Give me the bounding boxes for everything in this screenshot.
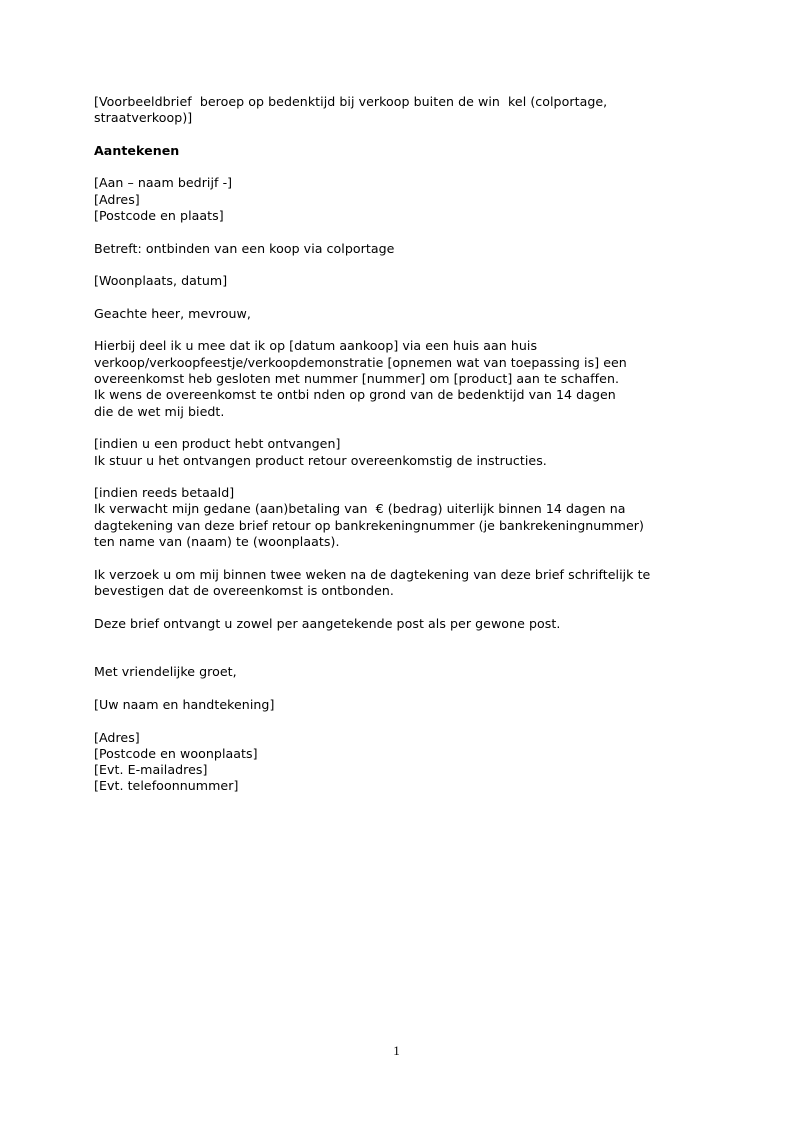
spacer: [94, 469, 694, 485]
paragraph-line: Ik wens de overeenkomst te ontbi nden op grond van de bedenktijd van 14 dagen: [94, 387, 616, 403]
sender-line: [Evt. telefoonnummer]: [94, 778, 239, 794]
closing: Met vriendelijke groet,: [94, 664, 237, 680]
paragraph-line: Hierbij deel ik u mee dat ik op [datum aankoop] via een huis aan huis: [94, 338, 538, 354]
salutation: Geachte heer, mevrouw,: [94, 305, 251, 321]
paragraph-refund: [94, 485, 694, 550]
spacer: [94, 290, 694, 306]
place-date: [Woonplaats, datum]: [94, 273, 228, 289]
paragraph-confirmation: [94, 567, 694, 600]
spacer: [94, 420, 694, 436]
spacer: [94, 257, 694, 273]
paragraph-line: ten name van (naam) te (woonplaats).: [94, 534, 340, 550]
spacer: [94, 632, 694, 648]
page-number: 1: [393, 1043, 400, 1058]
letter-body: [94, 94, 694, 795]
recipient-line: [Adres]: [94, 191, 140, 207]
paragraph-delivery: Deze brief ontvangt u zowel per aangetekende post als per gewone post.: [94, 615, 561, 631]
recipient-line: [Postcode en plaats]: [94, 208, 224, 224]
sender-line: [Postcode en woonplaats]: [94, 745, 258, 761]
spacer: [94, 550, 694, 566]
intro-line: straatverkoop)]: [94, 110, 193, 126]
paragraph-line: Ik verzoek u om mij binnen twee weken na de dagtekening van deze brief schriftelijk te: [94, 566, 651, 582]
spacer: [94, 127, 694, 143]
spacer: [94, 322, 694, 338]
subject-line: Betreft: ontbinden van een koop via colportage: [94, 240, 395, 256]
spacer: [94, 713, 694, 729]
signature-placeholder: [Uw naam en handtekening]: [94, 696, 275, 712]
intro-note: [94, 94, 694, 127]
spacer: [94, 599, 694, 615]
spacer: [94, 224, 694, 240]
paragraph-line: bevestigen dat de overeenkomst is ontbonden.: [94, 582, 394, 598]
intro-line: [Voorbeeldbrief beroep op bedenktijd bij verkoop buiten de win kel (colportage,: [94, 94, 608, 109]
paragraph-line: Ik verwacht mijn gedane (aan)betaling van € (bedrag) uiterlijk binnen 14 dagen na: [94, 501, 626, 517]
paragraph-line: verkoop/verkoopfeestje/verkoopdemonstratie [opnemen wat van toepassing is] een: [94, 354, 627, 370]
paragraph-line: [indien reeds betaald]: [94, 485, 235, 501]
paragraph-line: Ik stuur u het ontvangen product retour overeenkomstig de instructies.: [94, 452, 547, 468]
spacer: [94, 159, 694, 175]
sender-line: [Adres]: [94, 729, 140, 745]
paragraph-line: dagtekening van deze brief retour op bankrekeningnummer (je bankrekeningnummer): [94, 517, 644, 533]
paragraph-line: die de wet mij biedt.: [94, 403, 225, 419]
sender-block: [94, 730, 694, 795]
recipient-line: [Aan – naam bedrijf -]: [94, 175, 233, 191]
recipient-block: [94, 175, 694, 224]
spacer: [94, 648, 694, 664]
paragraph-return-product: [94, 436, 694, 469]
spacer: [94, 681, 694, 697]
paragraph-line: overeenkomst heb gesloten met nummer [nummer] om [product] aan te schaffen.: [94, 371, 620, 387]
sender-line: [Evt. E-mailadres]: [94, 762, 208, 778]
letter-heading: Aantekenen: [94, 142, 180, 158]
paragraph-line: [indien u een product hebt ontvangen]: [94, 436, 341, 452]
paragraph-purchase: [94, 338, 694, 419]
